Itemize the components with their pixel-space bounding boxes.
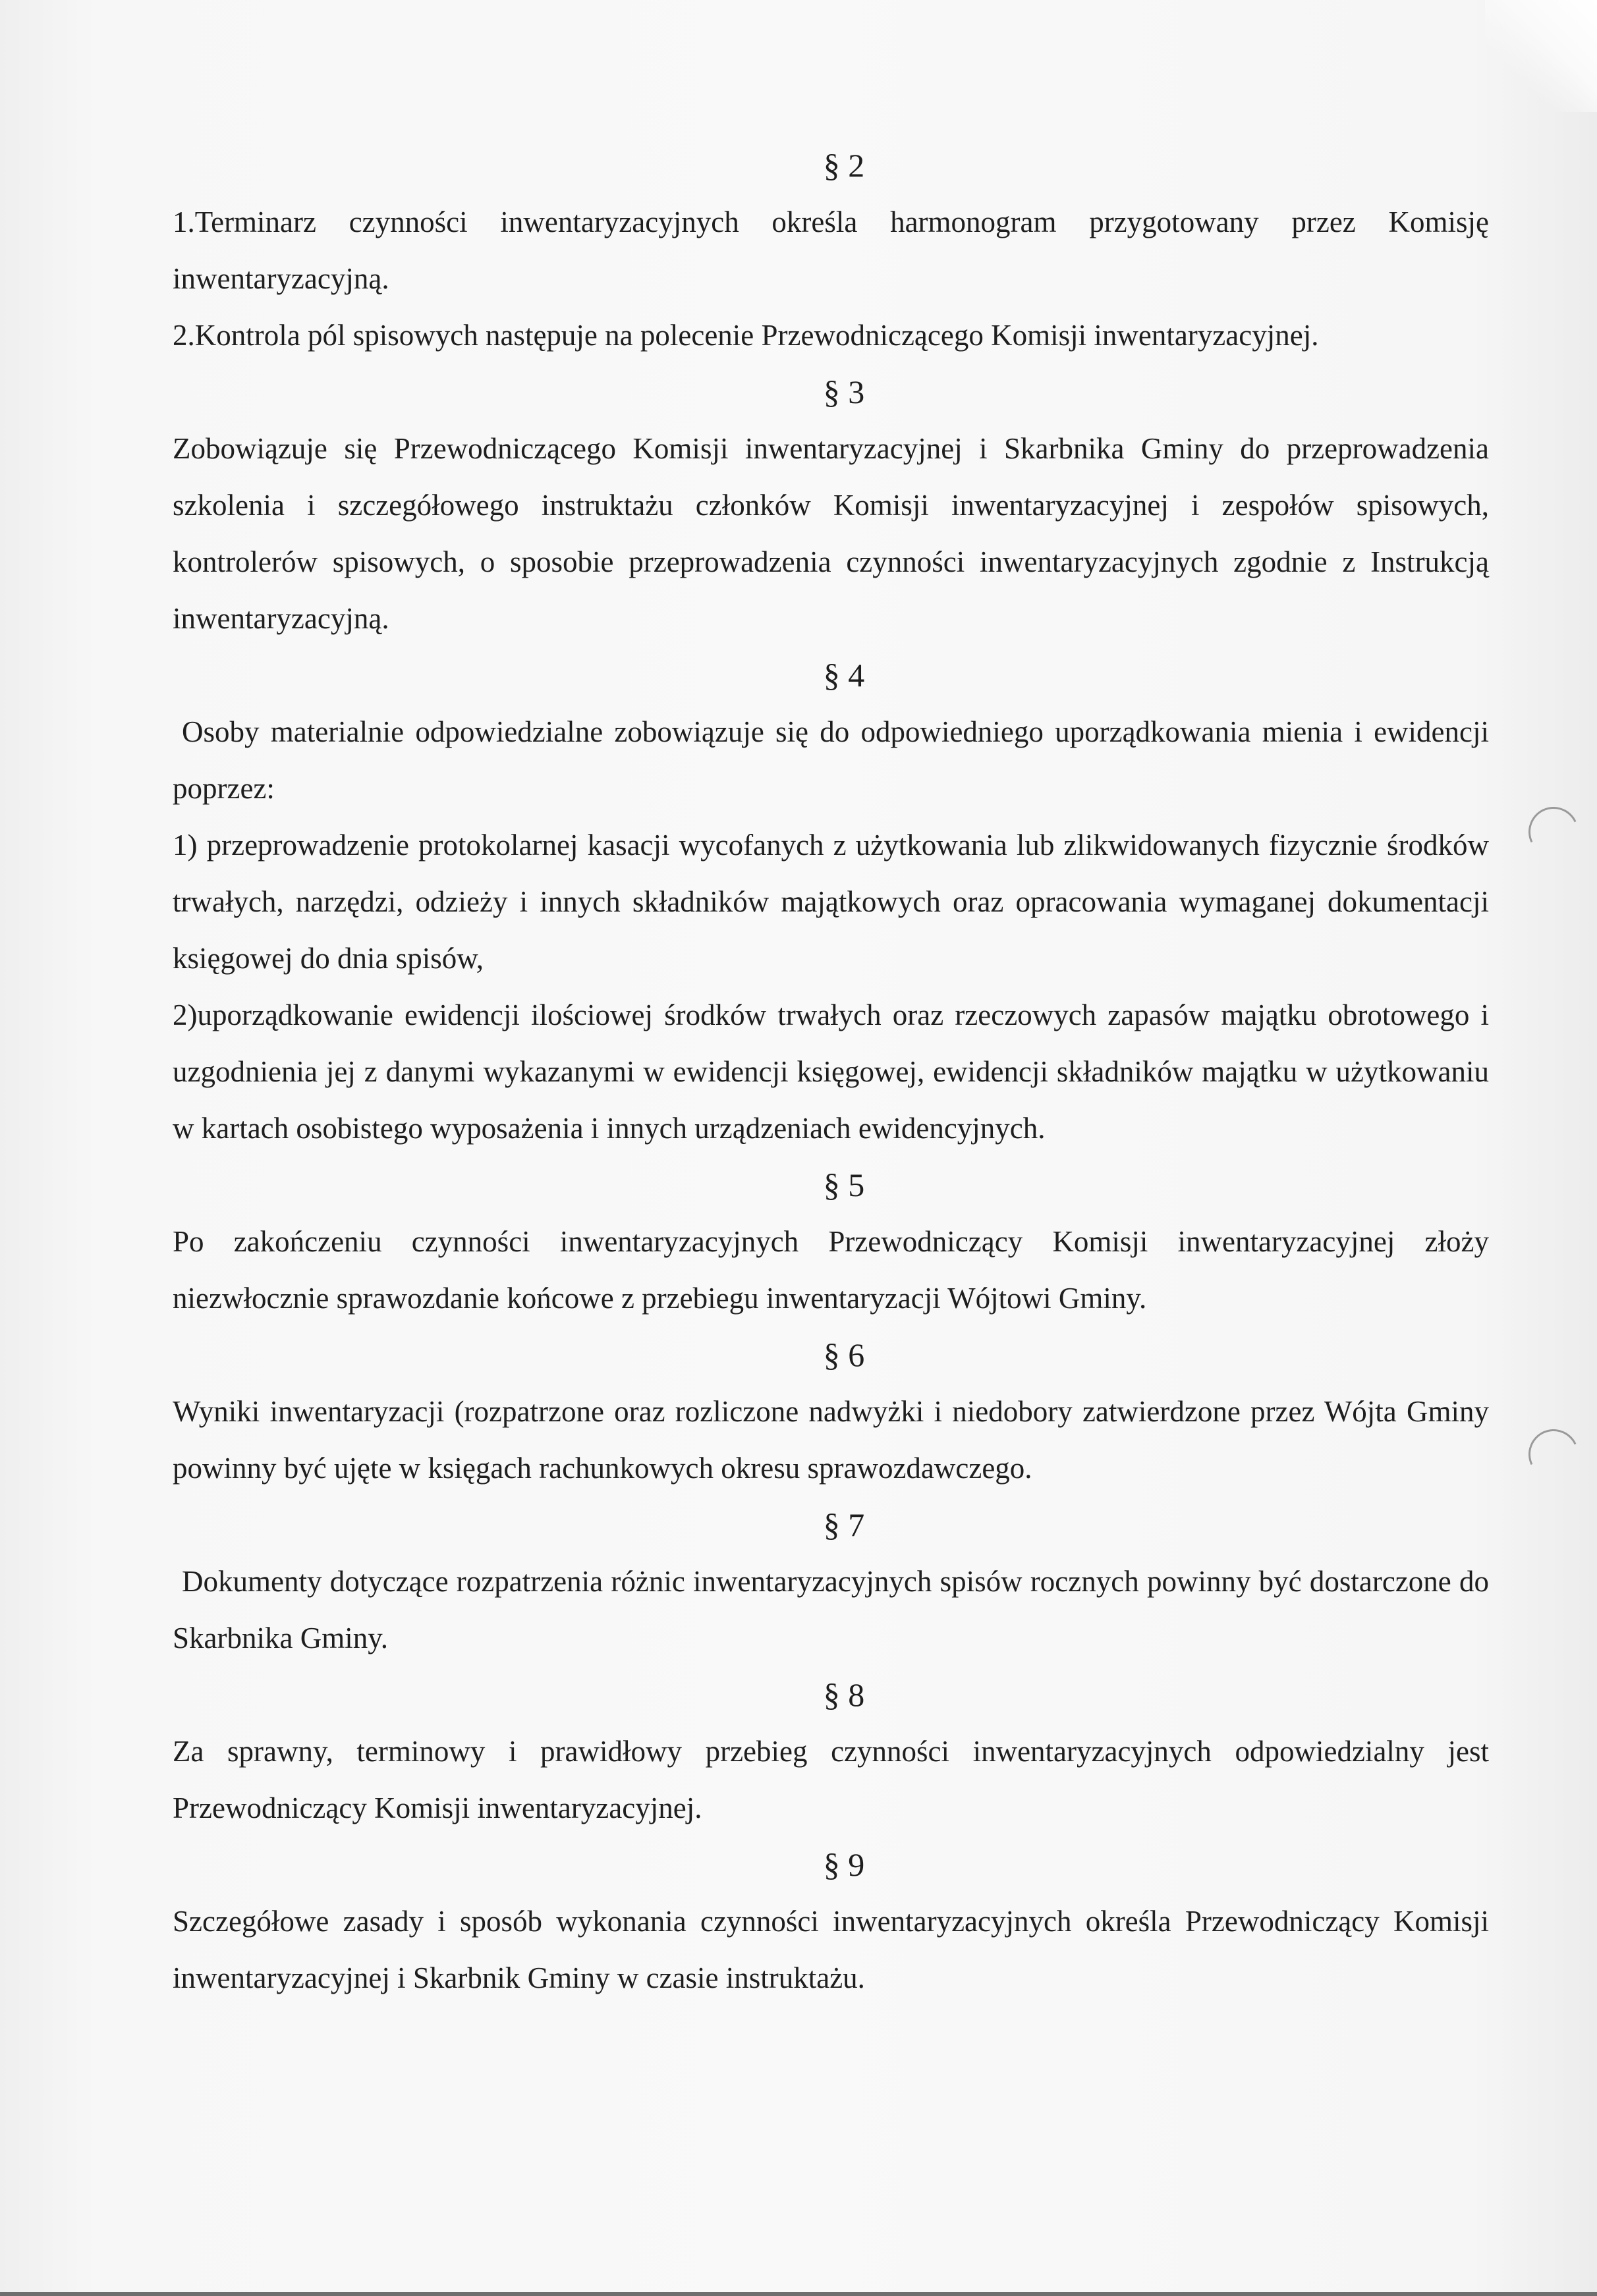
section-9-paragraph-1: Szczegółowe zasady i sposób wykonania czynności inwentaryzacyjnych określa Przewodniczący Komisji inwentaryzacyjnej i Skarbnik Gminy w czasie instruktażu.: [173, 1905, 1489, 1994]
section-2-heading: § 2: [823, 147, 865, 184]
section-8-heading: § 8: [823, 1676, 865, 1713]
section-9-heading: § 9: [823, 1846, 865, 1883]
section-4-paragraph-3: 2)uporządkowanie ewidencji ilościowej środków trwałych oraz rzeczowych zapasów majątku obrotowego i uzgodnienia jej z danymi wykazanymi w ewidencji księgowej, ewidencji składników majątku w użytkowaniu w kartach osobistego wyposażenia i innych urządzeniach ewidencyjnych.: [173, 998, 1489, 1145]
punch-hole-mark: [1521, 1422, 1585, 1486]
punch-hole-mark: [1521, 800, 1585, 863]
section-7-heading: § 7: [823, 1506, 865, 1543]
section-4-paragraph-1: Osoby materialnie odpowiedzialne zobowiązuje się do odpowiedniego uporządkowania mienia i ewidencji poprzez:: [173, 715, 1489, 805]
section-6-paragraph-1: Wyniki inwentaryzacji (rozpatrzone oraz rozliczone nadwyżki i niedobory zatwierdzone przez Wójta Gminy powinny być ujęte w księgach rachunkowych okresu sprawozdawczego.: [173, 1395, 1489, 1485]
section-7-paragraph-1: Dokumenty dotyczące rozpatrzenia różnic inwentaryzacyjnych spisów rocznych powinny być dostarczone do Skarbnika Gminy.: [173, 1565, 1489, 1654]
section-2-paragraph-1: 1.Terminarz czynności inwentaryzacyjnych określa harmonogram przygotowany przez Komisję inwentaryzacyjną.: [173, 205, 1489, 295]
section-3-paragraph-1: Zobowiązuje się Przewodniczącego Komisji inwentaryzacyjnej i Skarbnika Gminy do przeprowadzenia szkolenia i szczegółowego instruktażu członków Komisji inwentaryzacyjnej i zespołów spisowych, kontrolerów spisowych, o sposobie przeprowadzenia czynności inwentaryzacyjnych zgodnie z Instrukcją inwentaryzacyjną.: [173, 432, 1489, 635]
document-body: [173, 137, 1489, 2006]
section-8-paragraph-1: Za sprawny, terminowy i prawidłowy przebieg czynności inwentaryzacyjnych odpowiedzialny jest Przewodniczący Komisji inwentaryzacyjnej.: [173, 1735, 1489, 1824]
page-bottom-edge: [0, 2292, 1597, 2296]
section-5-heading: § 5: [823, 1166, 865, 1203]
section-6-heading: § 6: [823, 1336, 865, 1373]
page-corner-fold: [1485, 0, 1597, 112]
section-4-paragraph-2: 1) przeprowadzenie protokolarnej kasacji wycofanych z użytkowania lub zlikwidowanych fizycznie środków trwałych, narzędzi, odzieży i innych składników majątkowych oraz opracowania wymaganej dokumentacji księgowej do dnia spisów,: [173, 829, 1489, 975]
section-5-paragraph-1: Po zakończeniu czynności inwentaryzacyjnych Przewodniczący Komisji inwentaryzacyjnej złoży niezwłocznie sprawozdanie końcowe z przebiegu inwentaryzacji Wójtowi Gminy.: [173, 1225, 1489, 1315]
section-4-heading: § 4: [823, 657, 865, 694]
section-3-heading: § 3: [823, 373, 865, 410]
section-2-paragraph-2: 2.Kontrola pól spisowych następuje na polecenie Przewodniczącego Komisji inwentaryzacyjnej.: [173, 319, 1319, 352]
